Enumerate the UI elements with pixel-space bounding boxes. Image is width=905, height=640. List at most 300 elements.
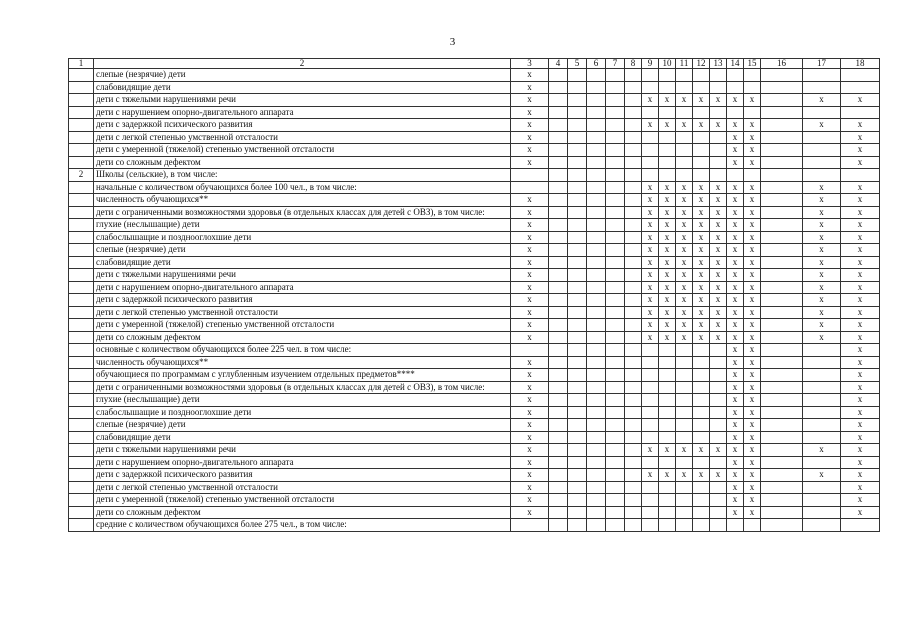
mark-cell: x — [710, 281, 727, 294]
mark-cell — [568, 119, 587, 132]
mark-cell: x — [841, 156, 880, 169]
mark-cell — [841, 106, 880, 119]
mark-cell — [606, 169, 625, 182]
row-label: дети с тяжелыми нарушениями речи — [94, 269, 511, 282]
mark-cell: x — [841, 231, 880, 244]
mark-cell — [549, 69, 568, 82]
mark-cell — [549, 381, 568, 394]
mark-cell: x — [744, 431, 761, 444]
row-number — [69, 131, 94, 144]
mark-cell — [710, 81, 727, 94]
mark-cell: x — [744, 194, 761, 207]
column-header-12: 12 — [693, 59, 710, 69]
column-header-3: 3 — [511, 59, 549, 69]
mark-cell: x — [693, 319, 710, 332]
mark-cell — [606, 219, 625, 232]
mark-cell — [587, 369, 606, 382]
mark-cell — [606, 381, 625, 394]
column-header-10: 10 — [659, 59, 676, 69]
table-row — [69, 394, 880, 407]
mark-cell — [803, 356, 841, 369]
row-label: дети с легкой степенью умственной отсталости — [94, 306, 511, 319]
mark-cell: x — [710, 194, 727, 207]
mark-cell: x — [511, 281, 549, 294]
mark-cell — [744, 81, 761, 94]
mark-cell: x — [841, 381, 880, 394]
mark-cell — [642, 506, 659, 519]
mark-cell — [625, 356, 642, 369]
mark-cell — [744, 169, 761, 182]
mark-cell: x — [727, 269, 744, 282]
row-number — [69, 144, 94, 157]
mark-cell — [549, 306, 568, 319]
mark-cell: x — [841, 419, 880, 432]
row-number — [69, 94, 94, 107]
mark-cell: x — [744, 306, 761, 319]
mark-cell — [549, 369, 568, 382]
mark-cell: x — [659, 469, 676, 482]
mark-cell: x — [710, 469, 727, 482]
mark-cell: x — [676, 244, 693, 257]
mark-cell: x — [744, 344, 761, 357]
mark-cell — [587, 231, 606, 244]
mark-cell: x — [803, 306, 841, 319]
mark-cell — [549, 169, 568, 182]
mark-cell — [625, 319, 642, 332]
mark-cell — [710, 381, 727, 394]
mark-cell — [803, 169, 841, 182]
mark-cell — [710, 406, 727, 419]
mark-cell: x — [727, 369, 744, 382]
mark-cell — [587, 494, 606, 507]
mark-cell — [606, 281, 625, 294]
mark-cell — [761, 419, 803, 432]
mark-cell — [761, 119, 803, 132]
table-row — [69, 506, 880, 519]
mark-cell: x — [744, 406, 761, 419]
row-number — [69, 306, 94, 319]
mark-cell: x — [511, 269, 549, 282]
mark-cell: x — [841, 256, 880, 269]
mark-cell: x — [727, 356, 744, 369]
mark-cell: x — [710, 119, 727, 132]
mark-cell — [693, 131, 710, 144]
table-row — [69, 481, 880, 494]
mark-cell: x — [511, 106, 549, 119]
table-row — [69, 256, 880, 269]
mark-cell — [587, 381, 606, 394]
mark-cell: x — [710, 319, 727, 332]
mark-cell — [676, 506, 693, 519]
mark-cell: x — [693, 231, 710, 244]
mark-cell: x — [511, 294, 549, 307]
mark-cell — [606, 194, 625, 207]
mark-cell: x — [727, 456, 744, 469]
mark-cell — [625, 169, 642, 182]
mark-cell — [606, 356, 625, 369]
row-label: дети с нарушением опорно-двигательного аппарата — [94, 281, 511, 294]
column-header-1: 1 — [69, 59, 94, 69]
row-label: дети с тяжелыми нарушениями речи — [94, 444, 511, 457]
mark-cell: x — [744, 269, 761, 282]
mark-cell — [642, 69, 659, 82]
mark-cell: x — [727, 231, 744, 244]
mark-cell: x — [511, 231, 549, 244]
mark-cell: x — [803, 219, 841, 232]
mark-cell — [693, 456, 710, 469]
mark-cell: x — [511, 256, 549, 269]
mark-cell: x — [841, 494, 880, 507]
mark-cell — [568, 406, 587, 419]
mark-cell — [549, 156, 568, 169]
row-number — [69, 369, 94, 382]
mark-cell — [693, 81, 710, 94]
mark-cell — [710, 494, 727, 507]
mark-cell — [568, 156, 587, 169]
mark-cell — [511, 181, 549, 194]
table-row — [69, 156, 880, 169]
mark-cell — [625, 281, 642, 294]
mark-cell: x — [744, 131, 761, 144]
column-header-11: 11 — [676, 59, 693, 69]
mark-cell: x — [676, 231, 693, 244]
mark-cell — [568, 444, 587, 457]
mark-cell — [659, 394, 676, 407]
column-header-16: 16 — [761, 59, 803, 69]
mark-cell — [761, 81, 803, 94]
mark-cell — [625, 406, 642, 419]
mark-cell: x — [676, 256, 693, 269]
mark-cell — [676, 406, 693, 419]
mark-cell — [549, 481, 568, 494]
mark-cell — [606, 156, 625, 169]
mark-cell — [693, 369, 710, 382]
mark-cell — [606, 519, 625, 532]
mark-cell — [676, 356, 693, 369]
mark-cell: x — [659, 231, 676, 244]
mark-cell: x — [642, 331, 659, 344]
mark-cell: x — [744, 281, 761, 294]
mark-cell — [642, 344, 659, 357]
mark-cell: x — [803, 244, 841, 257]
mark-cell: x — [693, 331, 710, 344]
table-row — [69, 231, 880, 244]
mark-cell: x — [841, 119, 880, 132]
mark-cell: x — [727, 206, 744, 219]
mark-cell — [549, 106, 568, 119]
mark-cell: x — [642, 319, 659, 332]
mark-cell — [710, 506, 727, 519]
mark-cell: x — [642, 306, 659, 319]
mark-cell: x — [511, 494, 549, 507]
mark-cell — [587, 419, 606, 432]
mark-cell: x — [803, 206, 841, 219]
mark-cell: x — [744, 444, 761, 457]
mark-cell — [549, 331, 568, 344]
mark-cell — [606, 306, 625, 319]
row-number — [69, 156, 94, 169]
mark-cell — [587, 481, 606, 494]
mark-cell: x — [727, 219, 744, 232]
mark-cell: x — [676, 94, 693, 107]
mark-cell — [606, 506, 625, 519]
mark-cell — [625, 206, 642, 219]
mark-cell — [568, 69, 587, 82]
mark-cell — [803, 406, 841, 419]
mark-cell — [549, 519, 568, 532]
mark-cell — [841, 519, 880, 532]
mark-cell: x — [803, 444, 841, 457]
mark-cell — [568, 206, 587, 219]
mark-cell — [625, 369, 642, 382]
row-label: основные с количеством обучающихся более 225 чел. в том числе: — [94, 344, 511, 357]
mark-cell — [606, 181, 625, 194]
mark-cell — [606, 269, 625, 282]
mark-cell: x — [511, 206, 549, 219]
mark-cell: x — [803, 256, 841, 269]
mark-cell — [625, 231, 642, 244]
mark-cell: x — [676, 119, 693, 132]
mark-cell: x — [841, 219, 880, 232]
mark-cell — [549, 244, 568, 257]
mark-cell: x — [710, 94, 727, 107]
mark-cell: x — [710, 269, 727, 282]
row-label: начальные с количеством обучающихся более 100 чел., в том числе: — [94, 181, 511, 194]
mark-cell — [606, 231, 625, 244]
mark-cell: x — [841, 131, 880, 144]
mark-cell: x — [841, 294, 880, 307]
mark-cell — [625, 444, 642, 457]
mark-cell — [568, 456, 587, 469]
mark-cell: x — [803, 181, 841, 194]
mark-cell: x — [659, 194, 676, 207]
mark-cell: x — [642, 281, 659, 294]
row-number — [69, 356, 94, 369]
mark-cell — [587, 269, 606, 282]
mark-cell — [587, 244, 606, 257]
mark-cell: x — [744, 419, 761, 432]
mark-cell: x — [659, 119, 676, 132]
mark-cell — [803, 131, 841, 144]
mark-cell: x — [693, 306, 710, 319]
mark-cell — [568, 469, 587, 482]
row-number — [69, 194, 94, 207]
mark-cell — [659, 506, 676, 519]
mark-cell — [693, 381, 710, 394]
mark-cell — [803, 519, 841, 532]
mark-cell — [803, 344, 841, 357]
mark-cell: x — [511, 456, 549, 469]
row-number — [69, 481, 94, 494]
mark-cell — [642, 369, 659, 382]
mark-cell: x — [744, 256, 761, 269]
column-header-4: 4 — [549, 59, 568, 69]
mark-cell — [568, 306, 587, 319]
row-number — [69, 119, 94, 132]
mark-cell — [606, 494, 625, 507]
mark-cell — [568, 331, 587, 344]
row-number — [69, 319, 94, 332]
mark-cell: x — [727, 494, 744, 507]
mark-cell — [676, 456, 693, 469]
mark-cell: x — [727, 144, 744, 157]
mark-cell — [693, 144, 710, 157]
mark-cell — [676, 494, 693, 507]
mark-cell — [587, 156, 606, 169]
mark-cell: x — [676, 306, 693, 319]
mark-cell — [803, 106, 841, 119]
mark-cell — [761, 331, 803, 344]
mark-cell: x — [693, 281, 710, 294]
mark-cell — [761, 469, 803, 482]
mark-cell: x — [727, 394, 744, 407]
mark-cell: x — [841, 331, 880, 344]
document-table — [68, 58, 880, 532]
mark-cell — [761, 319, 803, 332]
mark-cell — [606, 481, 625, 494]
mark-cell: x — [676, 444, 693, 457]
mark-cell: x — [676, 294, 693, 307]
mark-cell: x — [727, 431, 744, 444]
mark-cell: x — [511, 194, 549, 207]
mark-cell: x — [659, 181, 676, 194]
mark-cell — [761, 169, 803, 182]
mark-cell — [744, 106, 761, 119]
mark-cell — [587, 406, 606, 419]
mark-cell — [642, 144, 659, 157]
mark-cell: x — [803, 119, 841, 132]
mark-cell: x — [727, 481, 744, 494]
mark-cell — [659, 419, 676, 432]
mark-cell: x — [727, 244, 744, 257]
mark-cell: x — [511, 306, 549, 319]
mark-cell: x — [642, 244, 659, 257]
mark-cell — [761, 344, 803, 357]
mark-cell: x — [727, 469, 744, 482]
mark-cell — [676, 69, 693, 82]
mark-cell: x — [841, 369, 880, 382]
mark-cell — [761, 144, 803, 157]
mark-cell: x — [659, 444, 676, 457]
mark-cell: x — [744, 469, 761, 482]
mark-cell — [587, 106, 606, 119]
mark-cell: x — [511, 244, 549, 257]
mark-cell: x — [693, 219, 710, 232]
mark-cell — [625, 156, 642, 169]
table-row — [69, 356, 880, 369]
mark-cell — [606, 294, 625, 307]
mark-cell: x — [727, 156, 744, 169]
mark-cell — [549, 319, 568, 332]
mark-cell — [549, 231, 568, 244]
mark-cell — [761, 69, 803, 82]
mark-cell — [625, 294, 642, 307]
row-label: слабовидящие дети — [94, 431, 511, 444]
mark-cell — [568, 244, 587, 257]
mark-cell — [606, 419, 625, 432]
table-row — [69, 419, 880, 432]
mark-cell — [761, 194, 803, 207]
mark-cell — [642, 519, 659, 532]
mark-cell: x — [642, 294, 659, 307]
mark-cell — [841, 169, 880, 182]
mark-cell — [606, 119, 625, 132]
mark-cell — [606, 106, 625, 119]
mark-cell — [625, 419, 642, 432]
mark-cell: x — [511, 119, 549, 132]
mark-cell: x — [744, 381, 761, 394]
mark-cell: x — [511, 331, 549, 344]
row-label: слепые (незрячие) дети — [94, 419, 511, 432]
mark-cell: x — [676, 281, 693, 294]
table-row — [69, 244, 880, 257]
mark-cell: x — [511, 144, 549, 157]
column-header-14: 14 — [727, 59, 744, 69]
table-row — [69, 219, 880, 232]
mark-cell — [761, 519, 803, 532]
mark-cell — [625, 381, 642, 394]
mark-cell — [659, 131, 676, 144]
mark-cell — [659, 431, 676, 444]
mark-cell — [587, 194, 606, 207]
mark-cell — [549, 344, 568, 357]
mark-cell — [568, 319, 587, 332]
mark-cell — [568, 106, 587, 119]
mark-cell — [549, 406, 568, 419]
mark-cell — [625, 494, 642, 507]
mark-cell — [587, 256, 606, 269]
mark-cell — [761, 494, 803, 507]
mark-cell — [693, 494, 710, 507]
mark-cell: x — [511, 369, 549, 382]
mark-cell — [549, 119, 568, 132]
mark-cell — [587, 144, 606, 157]
row-number — [69, 394, 94, 407]
mark-cell — [761, 306, 803, 319]
mark-cell — [803, 419, 841, 432]
mark-cell — [659, 169, 676, 182]
mark-cell — [659, 106, 676, 119]
mark-cell: x — [659, 294, 676, 307]
mark-cell — [710, 169, 727, 182]
mark-cell: x — [727, 406, 744, 419]
mark-cell: x — [511, 469, 549, 482]
mark-cell — [587, 444, 606, 457]
mark-cell — [693, 69, 710, 82]
mark-cell — [587, 181, 606, 194]
mark-cell — [803, 81, 841, 94]
mark-cell: x — [841, 144, 880, 157]
row-label: слепые (незрячие) дети — [94, 69, 511, 82]
table-row — [69, 131, 880, 144]
mark-cell: x — [727, 506, 744, 519]
row-number — [69, 81, 94, 94]
row-label: обучающиеся по программам с углубленным изучением отдельных предметов**** — [94, 369, 511, 382]
row-number — [69, 281, 94, 294]
mark-cell: x — [727, 419, 744, 432]
mark-cell — [761, 294, 803, 307]
row-label: дети с умеренной (тяжелой) степенью умственной отсталости — [94, 319, 511, 332]
row-number — [69, 331, 94, 344]
column-header-6: 6 — [587, 59, 606, 69]
mark-cell: x — [642, 219, 659, 232]
row-label: дети с нарушением опорно-двигательного аппарата — [94, 456, 511, 469]
row-label: дети с умеренной (тяжелой) степенью умственной отсталости — [94, 144, 511, 157]
mark-cell: x — [744, 319, 761, 332]
mark-cell — [693, 344, 710, 357]
mark-cell — [710, 344, 727, 357]
mark-cell — [587, 331, 606, 344]
